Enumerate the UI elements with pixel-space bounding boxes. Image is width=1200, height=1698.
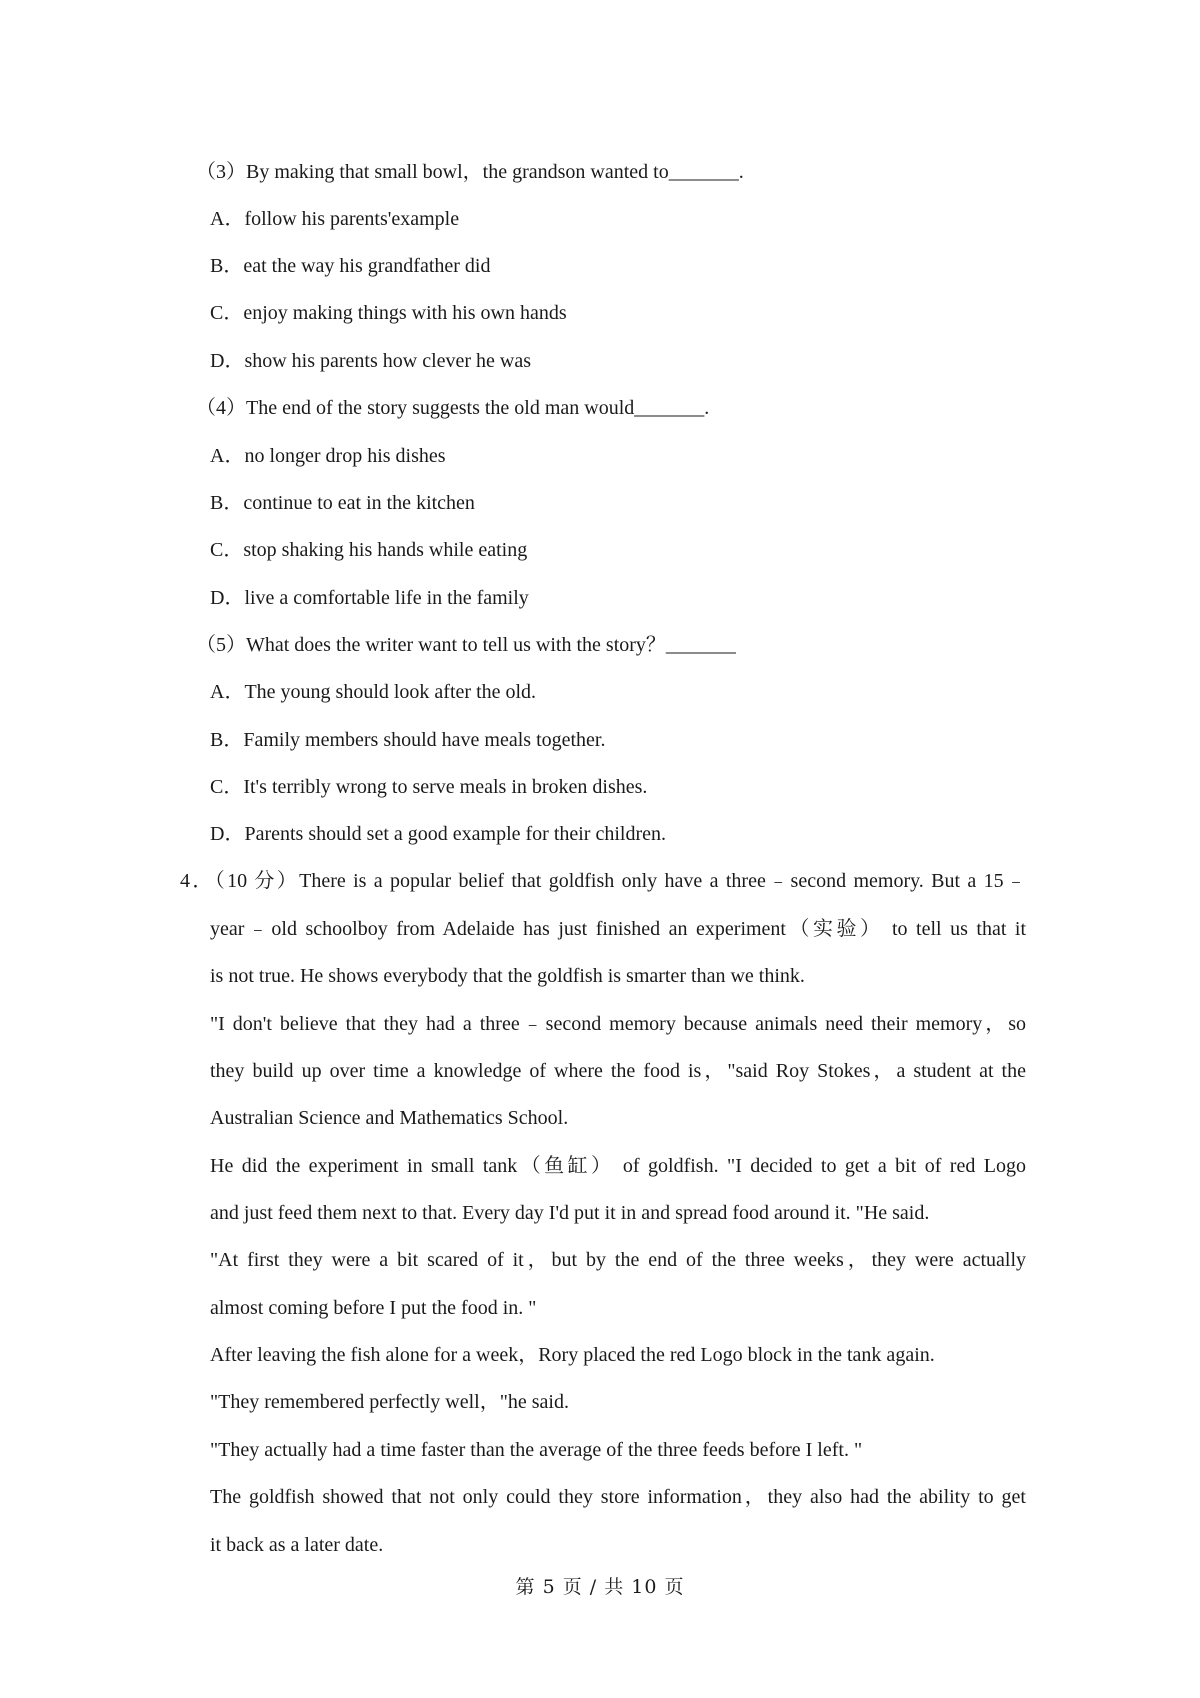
question-5-stem: （5）What does the writer want to tell us with the story？_______ — [196, 634, 736, 656]
question-5-option-b: B．Family members should have meals together. — [210, 729, 606, 751]
passage-line: Australian Science and Mathematics School. — [210, 1107, 569, 1129]
question-4-option-a: A．no longer drop his dishes — [210, 445, 446, 467]
page-number-footer: 第 5 页 / 共 10 页 — [515, 1576, 685, 1598]
question-4-option-b: B．continue to eat in the kitchen — [210, 492, 475, 514]
question-3-option-b: B．eat the way his grandfather did — [210, 255, 491, 277]
passage-line: "They remembered perfectly well，"he said. — [210, 1391, 569, 1413]
question-3-option-a: A．follow his parents'example — [210, 208, 460, 230]
question-3-stem: （3）By making that small bowl，the grandson wanted to_______. — [196, 161, 744, 183]
question-5-option-c: C．It's terribly wrong to serve meals in broken dishes. — [210, 776, 648, 798]
question-4-option-d: D．live a comfortable life in the family — [210, 587, 529, 609]
passage-line: He did the experiment in small tank（鱼缸） of goldfish. "I decided to get a bit of red Logo — [210, 1155, 1026, 1177]
passage-line: "They actually had a time faster than the average of the three feeds before I left. " — [210, 1439, 863, 1461]
passage-line: is not true. He shows everybody that the goldfish is smarter than we think. — [210, 965, 805, 987]
passage-line: it back as a later date. — [210, 1534, 384, 1556]
passage-line: and just feed them next to that. Every day I'd put it in and spread food around it. "He said. — [210, 1202, 930, 1224]
passage-line: they build up over time a knowledge of where the food is，"said Roy Stokes，a student at the — [210, 1060, 1026, 1082]
passage-line: The goldfish showed that not only could they store information，they also had the ability to get — [210, 1486, 1026, 1508]
question-5-option-a: A．The young should look after the old. — [210, 681, 537, 703]
passage-line: "At first they were a bit scared of it，but by the end of the three weeks，they were actually — [210, 1249, 1026, 1271]
passage-line: year﹣old schoolboy from Adelaide has just finished an experiment（实验） to tell us that it — [210, 918, 1026, 940]
question-4-stem: （4）The end of the story suggests the old man would_______. — [196, 397, 710, 419]
passage-line: 4．（10 分）There is a popular belief that goldfish only have a three﹣second memory. But a 15﹣ — [180, 870, 1026, 892]
question-5-option-d: D．Parents should set a good example for their children. — [210, 823, 666, 845]
passage-line: almost coming before I put the food in. " — [210, 1297, 537, 1319]
passage-line: After leaving the fish alone for a week，Rory placed the red Logo block in the tank again. — [210, 1344, 935, 1366]
question-3-option-c: C．enjoy making things with his own hands — [210, 302, 567, 324]
question-3-option-d: D．show his parents how clever he was — [210, 350, 532, 372]
question-4-option-c: C．stop shaking his hands while eating — [210, 539, 528, 561]
passage-line: "I don't believe that they had a three﹣second memory because animals need their memory，so — [210, 1013, 1026, 1035]
